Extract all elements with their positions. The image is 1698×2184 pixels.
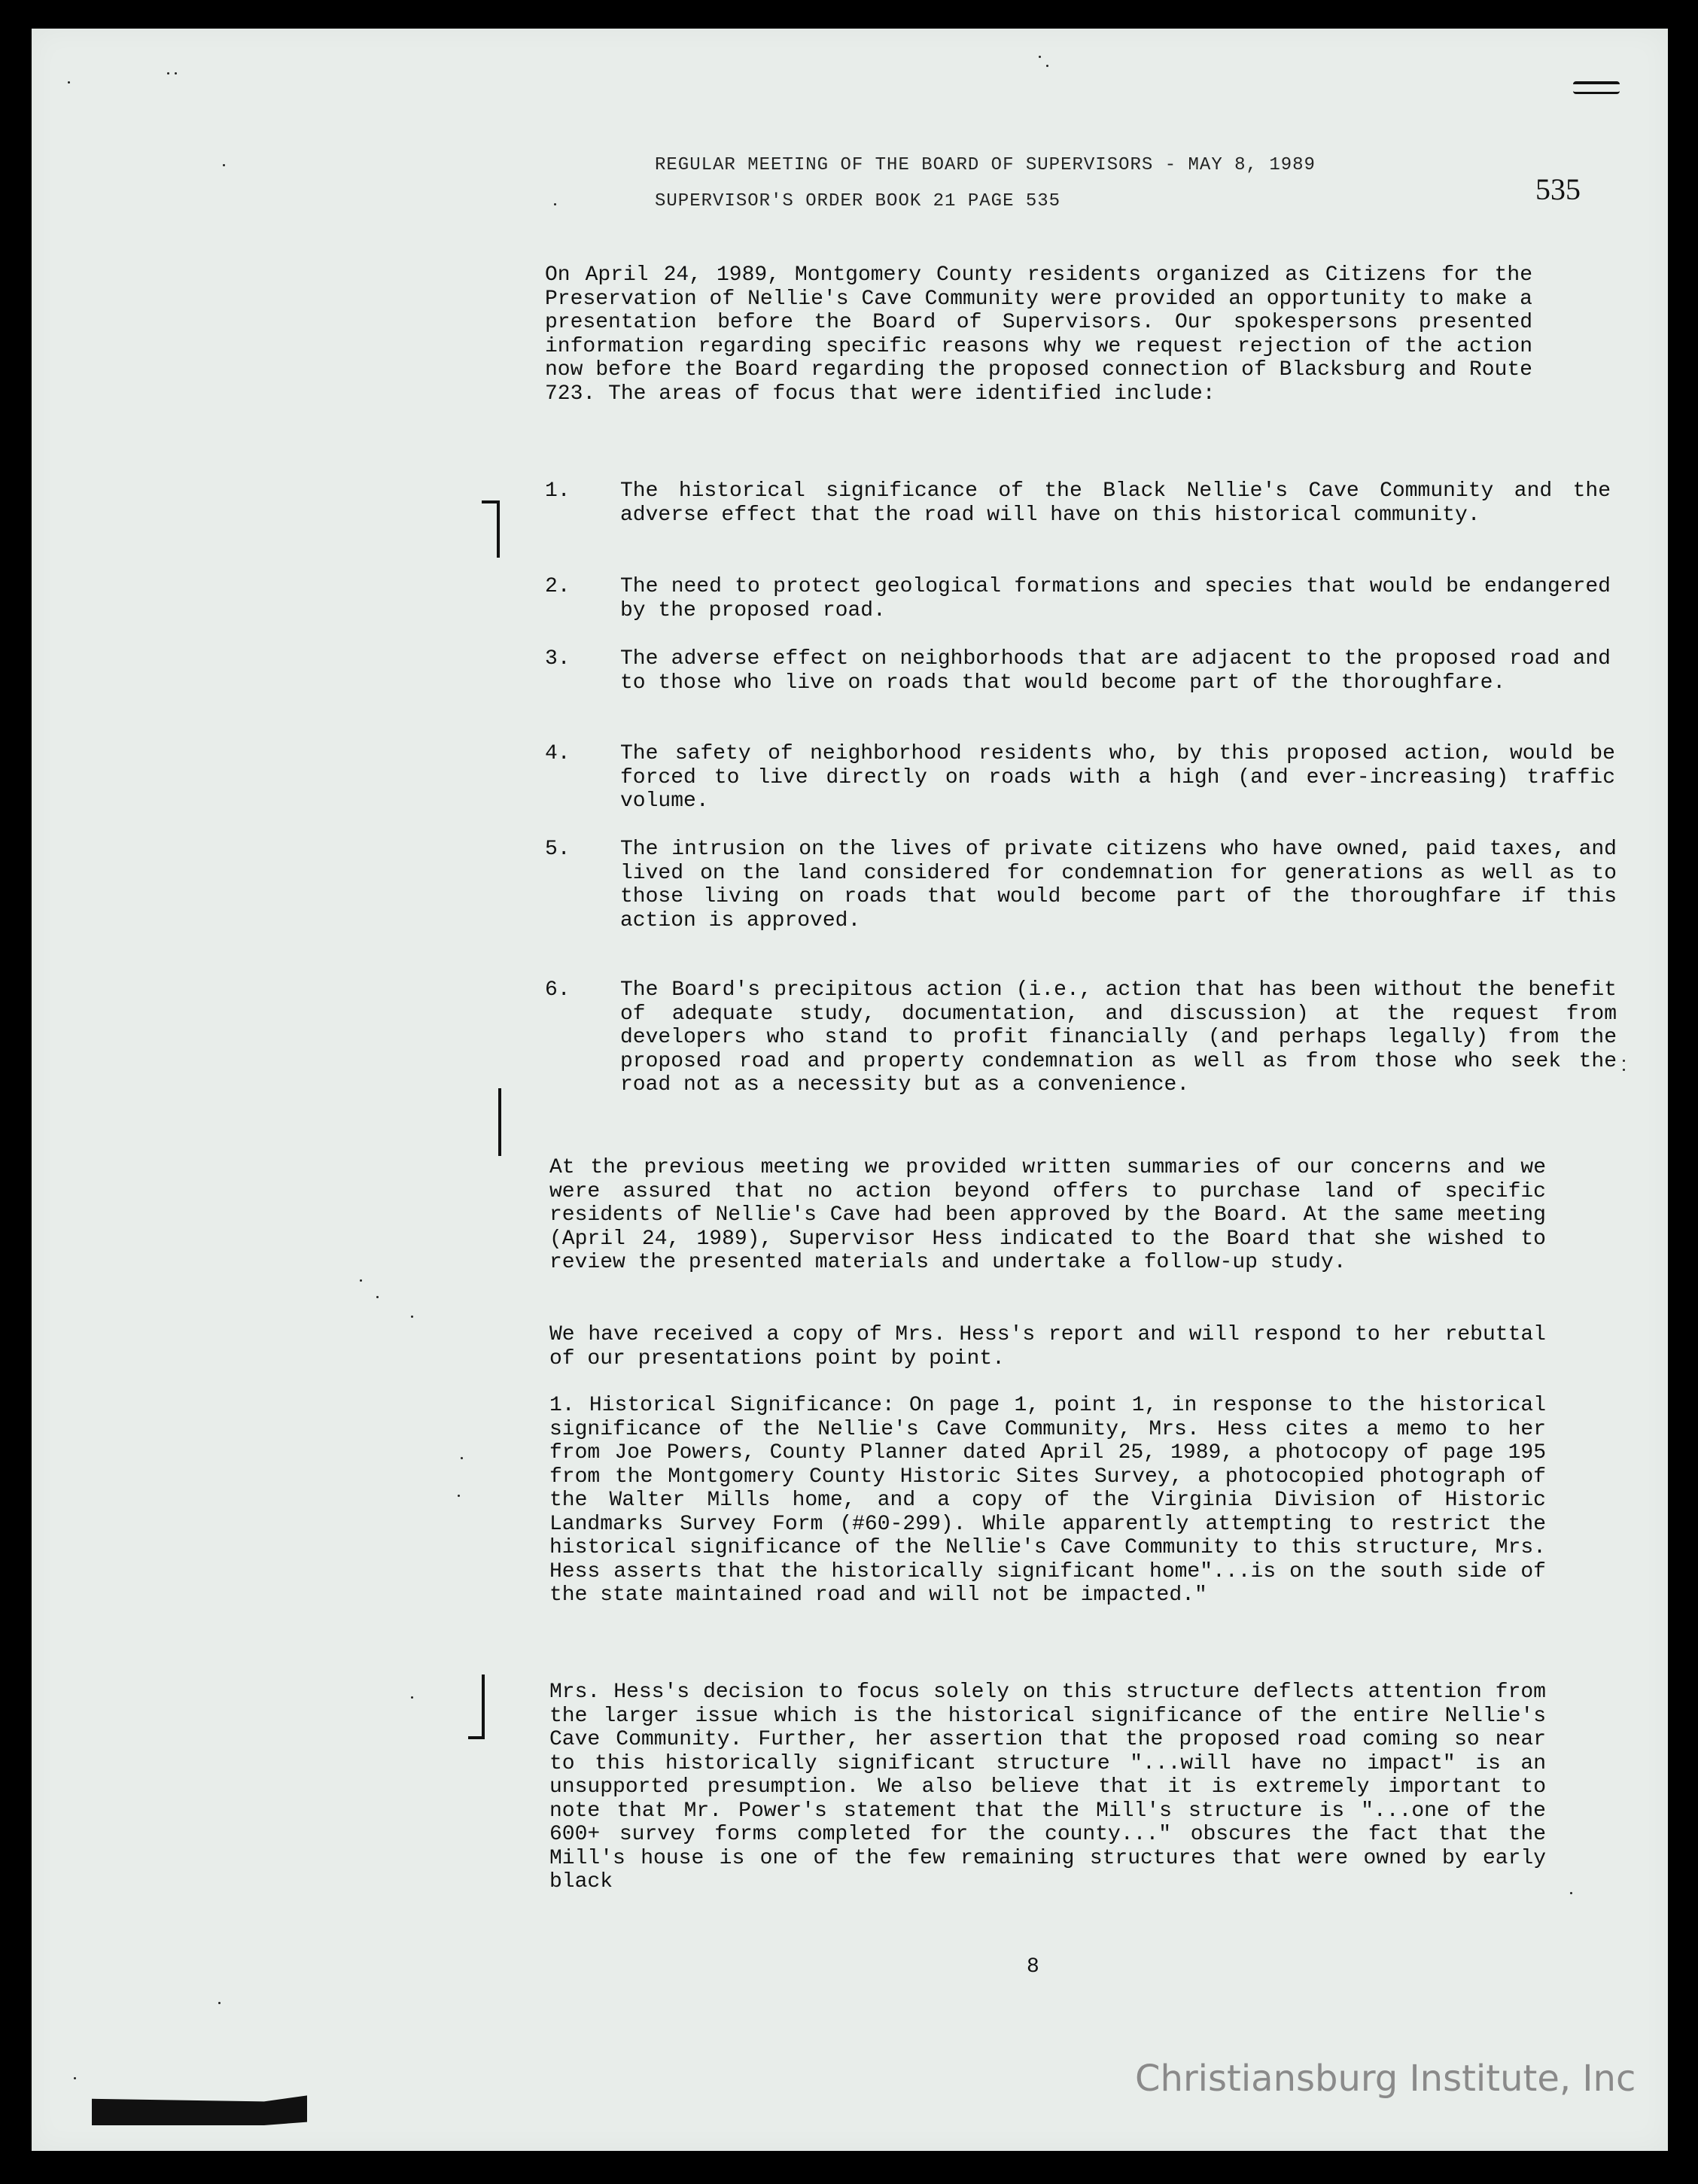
list-item (545, 838, 1617, 932)
margin-bracket (482, 500, 500, 558)
scan-speck (223, 164, 225, 166)
list-item (545, 978, 1617, 1097)
historical-significance-paragraph: 1. Historical Significance: On page 1, point 1, in response to the historical significance of the Nellie's Cave Community, Mrs. Hess cites a memo to her from Joe Powers, County Planner dated April 25, 1989, a photocopy of page 195 from the Montgomery County Historic Sites Survey, a photocopied photograph of the Walter Mills home, and a copy of the Virginia Division of Historic Landmarks Survey Form (#60-299). While apparently attempting to restrict the historical significance of the Nellie's Cave Community to this structure, Mrs. Hess asserts that the historically significant home"...is on the south side of the state maintained road and will not be impacted." (549, 1394, 1546, 1607)
list-item (545, 647, 1611, 695)
scan-speck (376, 1296, 379, 1298)
margin-bracket (468, 1675, 485, 1739)
list-number: 6. (545, 978, 571, 1002)
list-item (545, 479, 1611, 527)
scan-speck (1623, 1069, 1625, 1071)
decision-paragraph: Mrs. Hess's decision to focus solely on this structure deflects attention from the larger issue which is the historical significance of the entire Nellie's Cave Community. Further, her assertion that the proposed road coming so near to this historically significant structure "...will have no impact" is an unsupported presumption. We also believe that it is extremely important to note that Mr. Power's statement that the Mill's structure is "...one of the 600+ survey forms completed for the county..." obscures the fact that the Mill's house is one of the few remaining structures that were owned by early black (549, 1681, 1546, 1894)
list-text: The historical significance of the Black Nellie's Cave Community and the adverse effect that the road will have on this historical community. (620, 479, 1611, 527)
scan-speck (218, 2002, 221, 2004)
list-item (545, 575, 1611, 622)
list-number: 4. (545, 742, 571, 765)
scan-speck (1623, 1060, 1625, 1062)
scan-speck (411, 1316, 413, 1318)
list-item (545, 742, 1615, 814)
scan-speck (411, 1696, 413, 1699)
page-number-footer: 8 (1027, 1955, 1039, 1979)
list-number: 5. (545, 838, 571, 861)
margin-bracket (488, 1088, 501, 1156)
order-book-header: SUPERVISOR'S ORDER BOOK 21 PAGE 535 (655, 191, 1061, 211)
scan-speck (554, 203, 556, 205)
scan-speck (175, 72, 177, 75)
scan-speck (1570, 1892, 1572, 1894)
list-text: The need to protect geological formations and species that would be endangered by the proposed road. (620, 575, 1611, 622)
scan-speck (1046, 65, 1048, 67)
list-number: 2. (545, 575, 571, 598)
scan-speck (360, 1279, 362, 1282)
meeting-header: REGULAR MEETING OF THE BOARD OF SUPERVISORS - MAY 8, 1989 (655, 155, 1316, 175)
scan-speck (68, 81, 70, 84)
scan-speck (167, 72, 169, 75)
scan-speck (1039, 56, 1041, 58)
scan-speck (458, 1495, 460, 1497)
previous-meeting-paragraph: At the previous meeting we provided written summaries of our concerns and we were assured that no action beyond offers to purchase land of specific residents of Nellie's Cave had been approved by the Board. At the same meeting (April 24, 1989), Supervisor Hess indicated to the Board that she wished to review the presented materials and undertake a follow-up study. (549, 1156, 1546, 1274)
list-text: The Board's precipitous action (i.e., action that has been without the benefit of adequate study, documentation, and discussion) at the request from developers who stand to profit financially (and perhaps legally) from the proposed road and property condemnation as well as from those who seek the road not as a necessity but as a convenience. (620, 978, 1617, 1097)
scan-speck (74, 2077, 76, 2079)
watermark-text: Christiansburg Institute, Inc (1135, 2058, 1636, 2100)
list-number: 3. (545, 647, 571, 671)
received-copy-paragraph: We have received a copy of Mrs. Hess's report and will respond to her rebuttal of our presentations point by point. (549, 1323, 1546, 1370)
page-number-top: 535 (1535, 172, 1581, 206)
corner-mark (1573, 81, 1620, 94)
list-text: The adverse effect on neighborhoods that are adjacent to the proposed road and to those who live on roads that would become part of the thoroughfare. (620, 647, 1611, 695)
list-text: The intrusion on the lives of private citizens who have owned, paid taxes, and lived on the land considered for condemnation for generations as well as to those living on roads that would become part of the thoroughfare if this action is approved. (620, 838, 1617, 932)
scan-speck (461, 1457, 463, 1459)
list-text: The safety of neighborhood residents who, by this proposed action, would be forced to live directly on roads with a high (and ever-increasing) traffic volume. (620, 742, 1615, 813)
intro-paragraph: On April 24, 1989, Montgomery County residents organized as Citizens for the Preservation of Nellie's Cave Community were provided an opportunity to make a presentation before the Board of Supervisors. Our spokespersons presented information regarding specific reasons why we request rejection of the action now before the Board regarding the proposed connection of Blacksburg and Route 723. The areas of focus that were identified include: (545, 263, 1532, 406)
list-number: 1. (545, 479, 571, 503)
